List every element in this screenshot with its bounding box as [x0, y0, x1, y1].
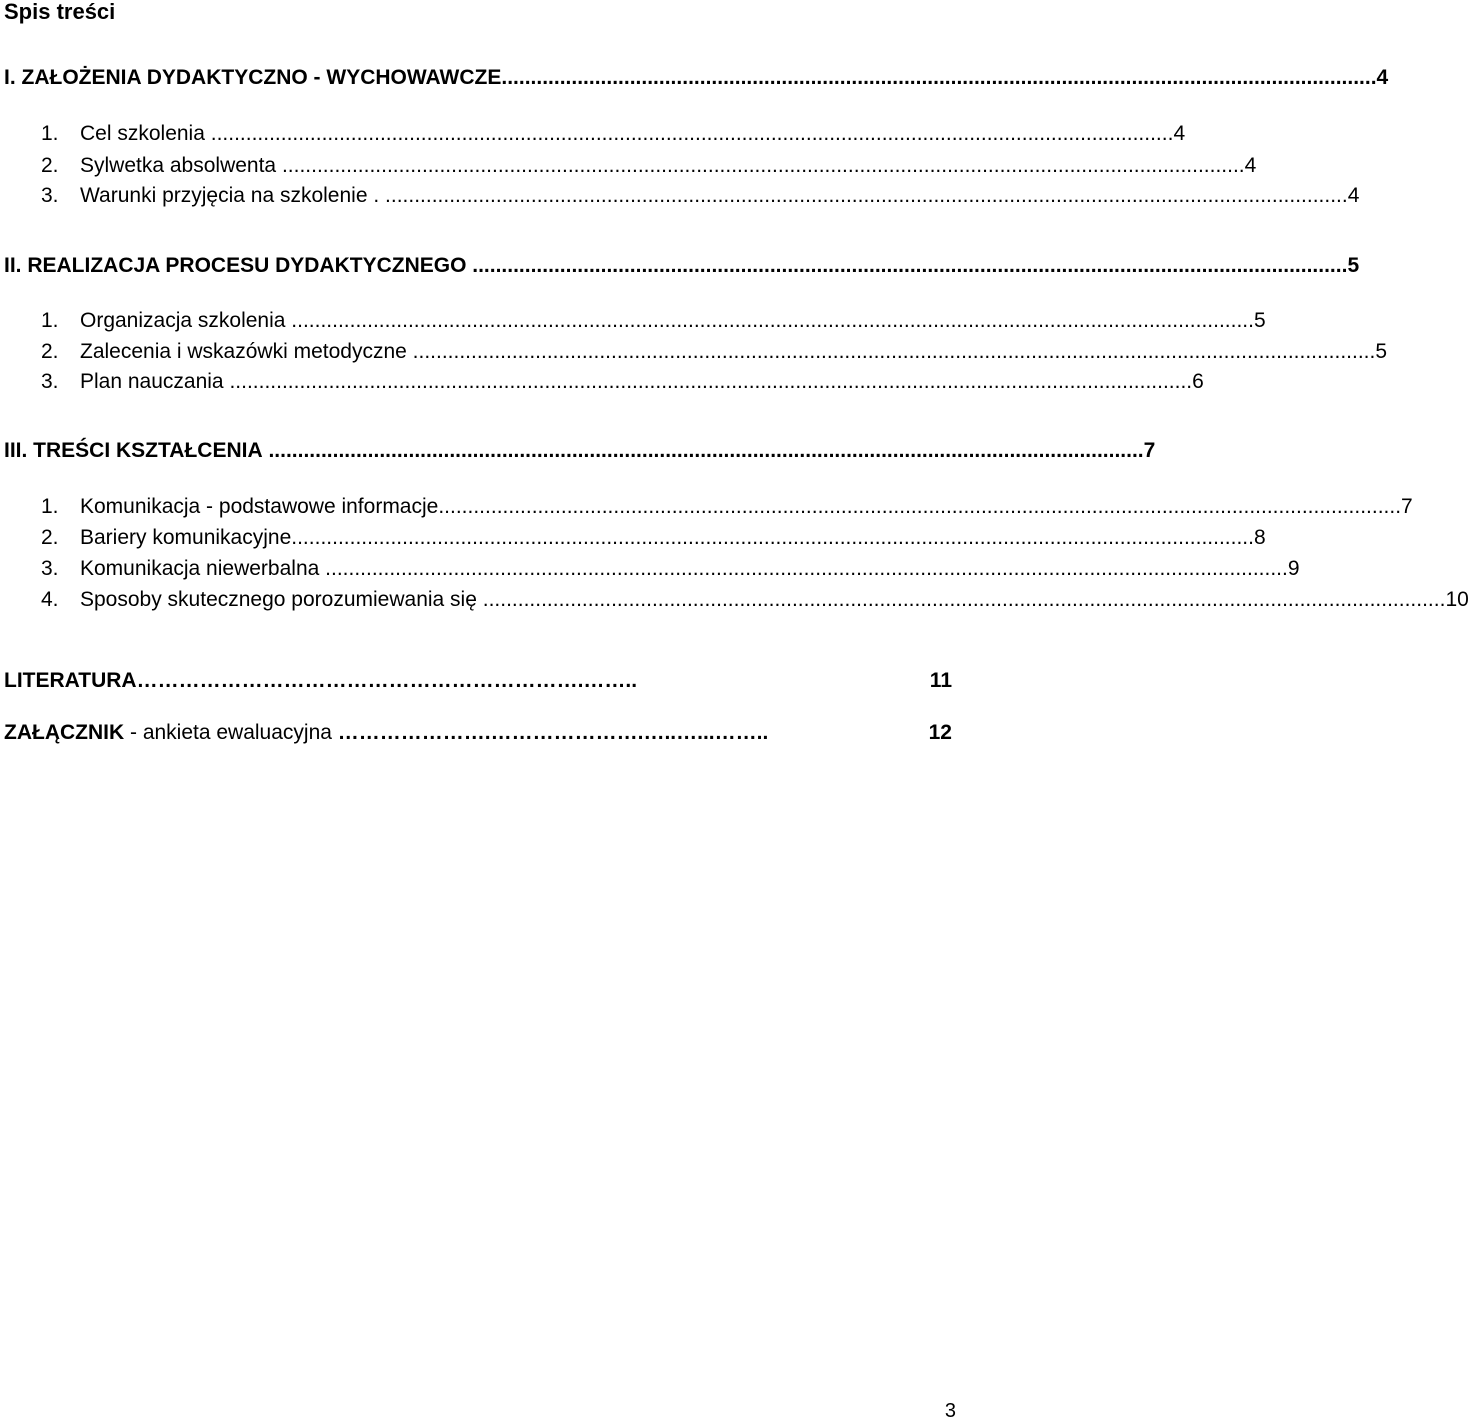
toc-section-label: LITERATURA — [4, 669, 137, 692]
toc-item-number: 1. — [41, 495, 59, 518]
dot-leader: ..................................................................................................................................................................... — [204, 122, 1174, 145]
dot-leader: ..................................................................................................................................................................... — [276, 154, 1245, 177]
toc-item-number: 2. — [41, 340, 59, 363]
toc-item-number: 3. — [41, 557, 59, 580]
dot-leader: ...................................................................................................................................................... — [262, 439, 1144, 462]
toc-section-label: I. ZAŁOŻENIA DYDAKTYCZNO - WYCHOWAWCZE — [4, 66, 502, 89]
toc-zalacznik[interactable] — [4, 721, 952, 745]
dot-leader: ...................................................................................................................................................... — [501, 66, 1377, 89]
toc-page-number: 8 — [1253, 526, 1266, 549]
toc-section-3[interactable] — [4, 439, 1156, 463]
toc-item-label: Organizacja szkolenia — [80, 309, 286, 332]
dot-leader: ..................................................................................................................................................................... — [285, 309, 1254, 332]
toc-item[interactable] — [41, 309, 1266, 333]
toc-item-label: Cel szkolenia — [80, 122, 205, 145]
toc-page-number: 4 — [1376, 66, 1389, 89]
toc-item-label: Warunki przyjęcia na szkolenie . — [80, 184, 380, 207]
dot-leader: ..................................................................................................................................................................... — [223, 370, 1193, 393]
toc-page-number: 4 — [1173, 122, 1186, 145]
toc-item-number: 3. — [41, 184, 59, 207]
toc-item-label: Sposoby skutecznego porozumiewania się — [80, 588, 477, 611]
toc-page-number: 5 — [1253, 309, 1266, 332]
toc-page-number: 12 — [922, 721, 952, 744]
toc-page-number: 4 — [1347, 184, 1360, 207]
dot-leader: ..................................................................................................................................................................... — [406, 340, 1376, 363]
dot-leader: ..................................................................................................................................................................... — [438, 495, 1402, 518]
toc-item-number: 2. — [41, 154, 59, 177]
toc-page-number: 7 — [1143, 439, 1156, 462]
toc-item[interactable] — [41, 184, 1360, 208]
toc-item-number: 3. — [41, 370, 59, 393]
toc-section-label: III. TREŚCI KSZTAŁCENIA — [4, 439, 263, 462]
dot-leader: ………………….………………….…..…...…….. — [337, 721, 769, 744]
toc-item-label: Bariery komunikacyjne — [80, 526, 292, 549]
dot-leader: ……………………………………………………….…….. — [136, 669, 638, 692]
toc-page-number: 6 — [1192, 370, 1204, 393]
toc-item[interactable] — [41, 340, 1388, 364]
toc-page-number: 5 — [1375, 340, 1388, 363]
toc-page-number: 9 — [1287, 557, 1300, 580]
toc-section-1[interactable] — [4, 66, 1389, 90]
toc-item-number: 1. — [41, 309, 59, 332]
toc-section-2[interactable] — [4, 254, 1360, 278]
toc-item[interactable] — [41, 526, 1266, 550]
toc-item[interactable] — [41, 557, 1300, 581]
toc-page-number: 7 — [1401, 495, 1413, 518]
toc-section-label: II. REALIZACJA PROCESU DYDAKTYCZNEGO — [4, 254, 467, 277]
toc-page-number: 11 — [929, 669, 952, 692]
toc-section-label: ZAŁĄCZNIK — [4, 721, 125, 744]
toc-item[interactable] — [41, 588, 1469, 612]
dot-leader: ..................................................................................................................................................................... — [291, 526, 1254, 549]
toc-item-label: Plan nauczania — [80, 370, 224, 393]
toc-section-sublabel: - ankieta ewaluacyjna — [124, 721, 338, 744]
toc-item-label: Sylwetka absolwenta — [80, 154, 277, 177]
toc-page-number: 4 — [1244, 154, 1257, 177]
toc-page-number: 5 — [1347, 254, 1360, 277]
toc-item[interactable] — [41, 154, 1257, 178]
toc-literatura[interactable] — [4, 669, 952, 693]
toc-item-number: 4. — [41, 588, 59, 611]
toc-item-label: Zalecenia i wskazówki metodyczne — [80, 340, 407, 363]
toc-item[interactable] — [41, 122, 1186, 146]
toc-item[interactable] — [41, 370, 1204, 394]
dot-leader: ...................................................................................................................................................... — [466, 254, 1348, 277]
dot-leader: ..................................................................................................................................................................... — [379, 184, 1348, 207]
toc-item-number: 2. — [41, 526, 59, 549]
dot-leader: ..................................................................................................................................................................... — [476, 588, 1446, 611]
toc-item-label: Komunikacja - podstawowe informacje — [80, 495, 439, 518]
dot-leader: ..................................................................................................................................................................... — [319, 557, 1288, 580]
toc-item-number: 1. — [41, 122, 59, 145]
toc-page-number: 10 — [1445, 588, 1469, 611]
toc-item[interactable] — [41, 495, 1413, 519]
page-number: 3 — [944, 1400, 956, 1422]
toc-item-label: Komunikacja niewerbalna — [80, 557, 320, 580]
toc-heading: Spis treści — [4, 0, 116, 24]
